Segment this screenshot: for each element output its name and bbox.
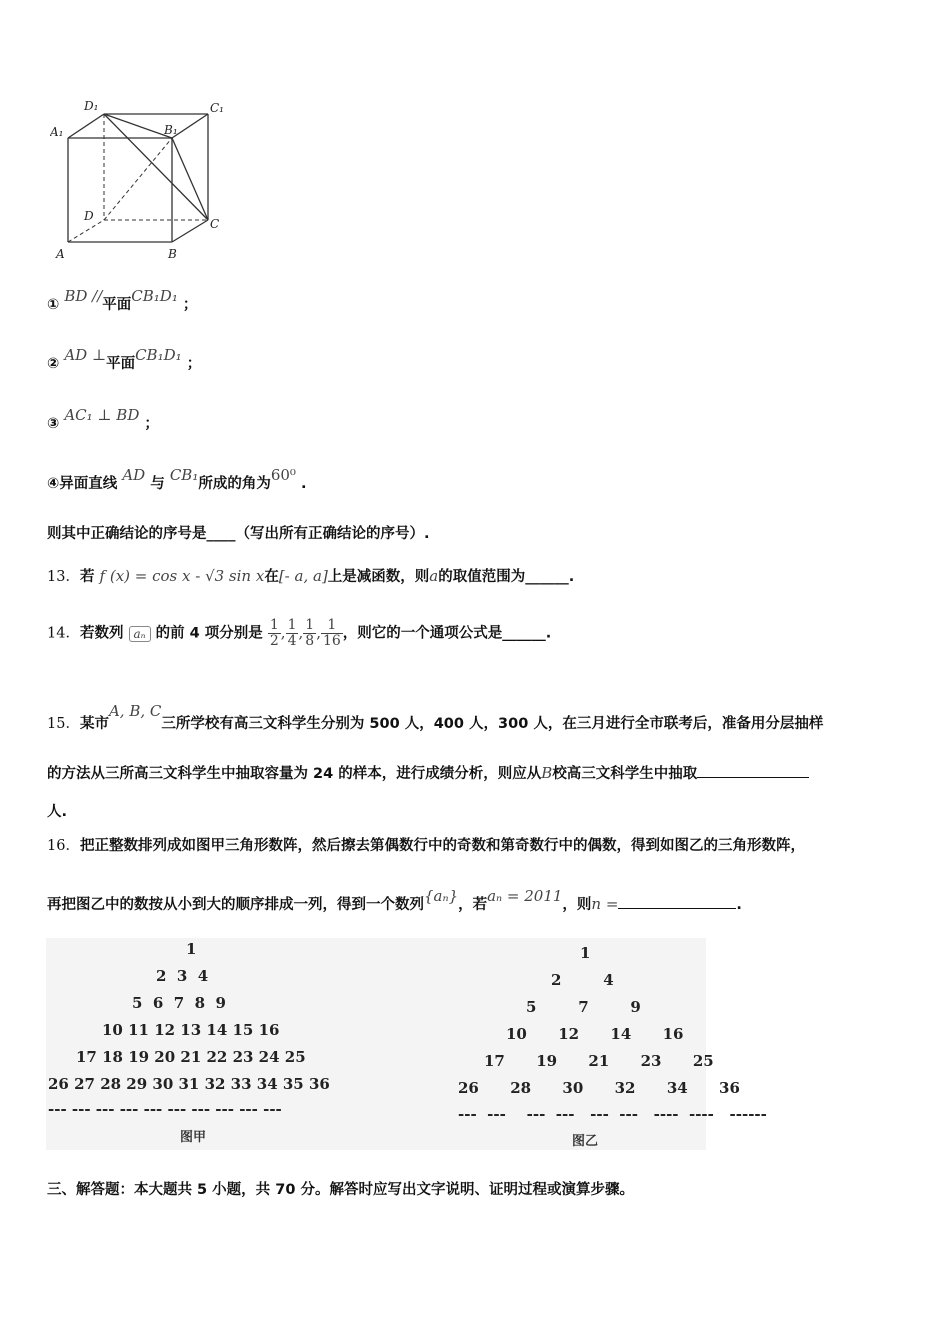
triangle-jia: [46, 938, 366, 1118]
number-triangle-figure: [46, 938, 767, 1150]
question-15-line-1: 15．某市A, B, C三所学校有高三文科学生分别为 500 人，400 人，300 人，在三月进行全市联考后，准备用分层抽样: [47, 702, 824, 732]
yi-row-7: --- --- --- --- --- --- ---- ---- ------: [458, 1105, 767, 1123]
fraction-4: $\frac{1}{16}$: [322, 617, 341, 649]
question-16-line-1: 16．把正整数排列成如图甲三角形数阵，然后擦去第偶数行中的奇数和第奇数行中的偶数，得到如图乙的三角形数阵，: [47, 838, 805, 854]
fraction-1: $\frac{1}{2}$: [269, 617, 279, 649]
label-C: C: [210, 217, 220, 231]
jia-row-7: --- --- --- --- --- --- --- --- --- ---: [48, 1100, 282, 1118]
cube-diagram: [50, 96, 240, 266]
answer-blank-16[interactable]: [618, 894, 736, 909]
triangle-yi: [456, 938, 767, 1123]
yi-row-1: 1: [580, 944, 591, 962]
jia-row-1: 1: [186, 940, 197, 958]
label-D: D: [84, 209, 94, 223]
statement-4: ④异面直线 AD 与 CB₁所成的角为60⁰ .: [47, 466, 307, 492]
question-13: 13．若 f (x) = cos x - √3 sin x在[- a, a]上是减函数，则a的取值范围为______.: [47, 567, 575, 585]
yi-row-2: 2 4: [551, 971, 614, 989]
fraction-2: $\frac{1}{4}$: [287, 617, 297, 649]
statement-3: ③ AC₁ ⊥ BD ；: [47, 406, 159, 432]
statement-2: ② AD ⊥平面CB₁D₁ ；: [47, 346, 202, 372]
statement-1: ① BD //平面CB₁D₁ ；: [47, 287, 198, 313]
jia-row-6: 26 27 28 29 30 31 32 33 34 35 36: [48, 1075, 330, 1093]
yi-row-4: 10 12 14 16: [506, 1025, 684, 1043]
jia-row-3: 5 6 7 8 9: [132, 994, 226, 1012]
question-15-line-3: 人.: [47, 804, 68, 820]
label-A: A: [56, 247, 65, 261]
label-D1: D₁: [84, 99, 99, 113]
jia-row-4: 10 11 12 13 14 15 16: [102, 1021, 280, 1039]
caption-yi: 图乙: [572, 1134, 599, 1149]
jia-row-5: 17 18 19 20 21 22 23 24 25: [76, 1048, 306, 1066]
question-15-line-2: 的方法从三所高三文科学生中抽取容量为 24 的样本，进行成绩分析，则应从B校高三文科学生中抽取: [47, 762, 809, 783]
jia-row-2: 2 3 4: [156, 967, 209, 985]
yi-row-3: 5 7 9: [526, 998, 641, 1016]
question-16-line-2: 再把图乙中的数按从小到大的顺序排成一列，得到一个数列{aₙ}，若aₙ = 2011，则n = .: [47, 887, 742, 913]
yi-row-5: 17 19 21 23 25: [484, 1052, 714, 1070]
yi-row-6: 26 28 30 32 34 36: [458, 1079, 740, 1097]
label-A1: A₁: [50, 125, 64, 139]
caption-jia: 图甲: [180, 1130, 207, 1145]
answer-blank-15[interactable]: [697, 763, 809, 778]
label-B: B: [168, 247, 177, 261]
question-14: 14．若数列 aₙ 的前 4 项分别是 $\frac{1}{2}$ , $\frac{1}{4}$ , $\frac{1}{8}$ , $\frac{1}{16}$ ，则它的一个通项公式是______.: [47, 617, 552, 649]
label-B1: B₁: [164, 123, 178, 137]
q12-tail: 则其中正确结论的序号是____（写出所有正确结论的序号）.: [47, 526, 430, 542]
fraction-3: $\frac{1}{8}$: [305, 617, 315, 649]
section-3-heading: 三、解答题：本大题共 5 小题，共 70 分。解答时应写出文字说明、证明过程或演算步骤。: [47, 1182, 634, 1198]
label-C1: C₁: [210, 101, 224, 115]
